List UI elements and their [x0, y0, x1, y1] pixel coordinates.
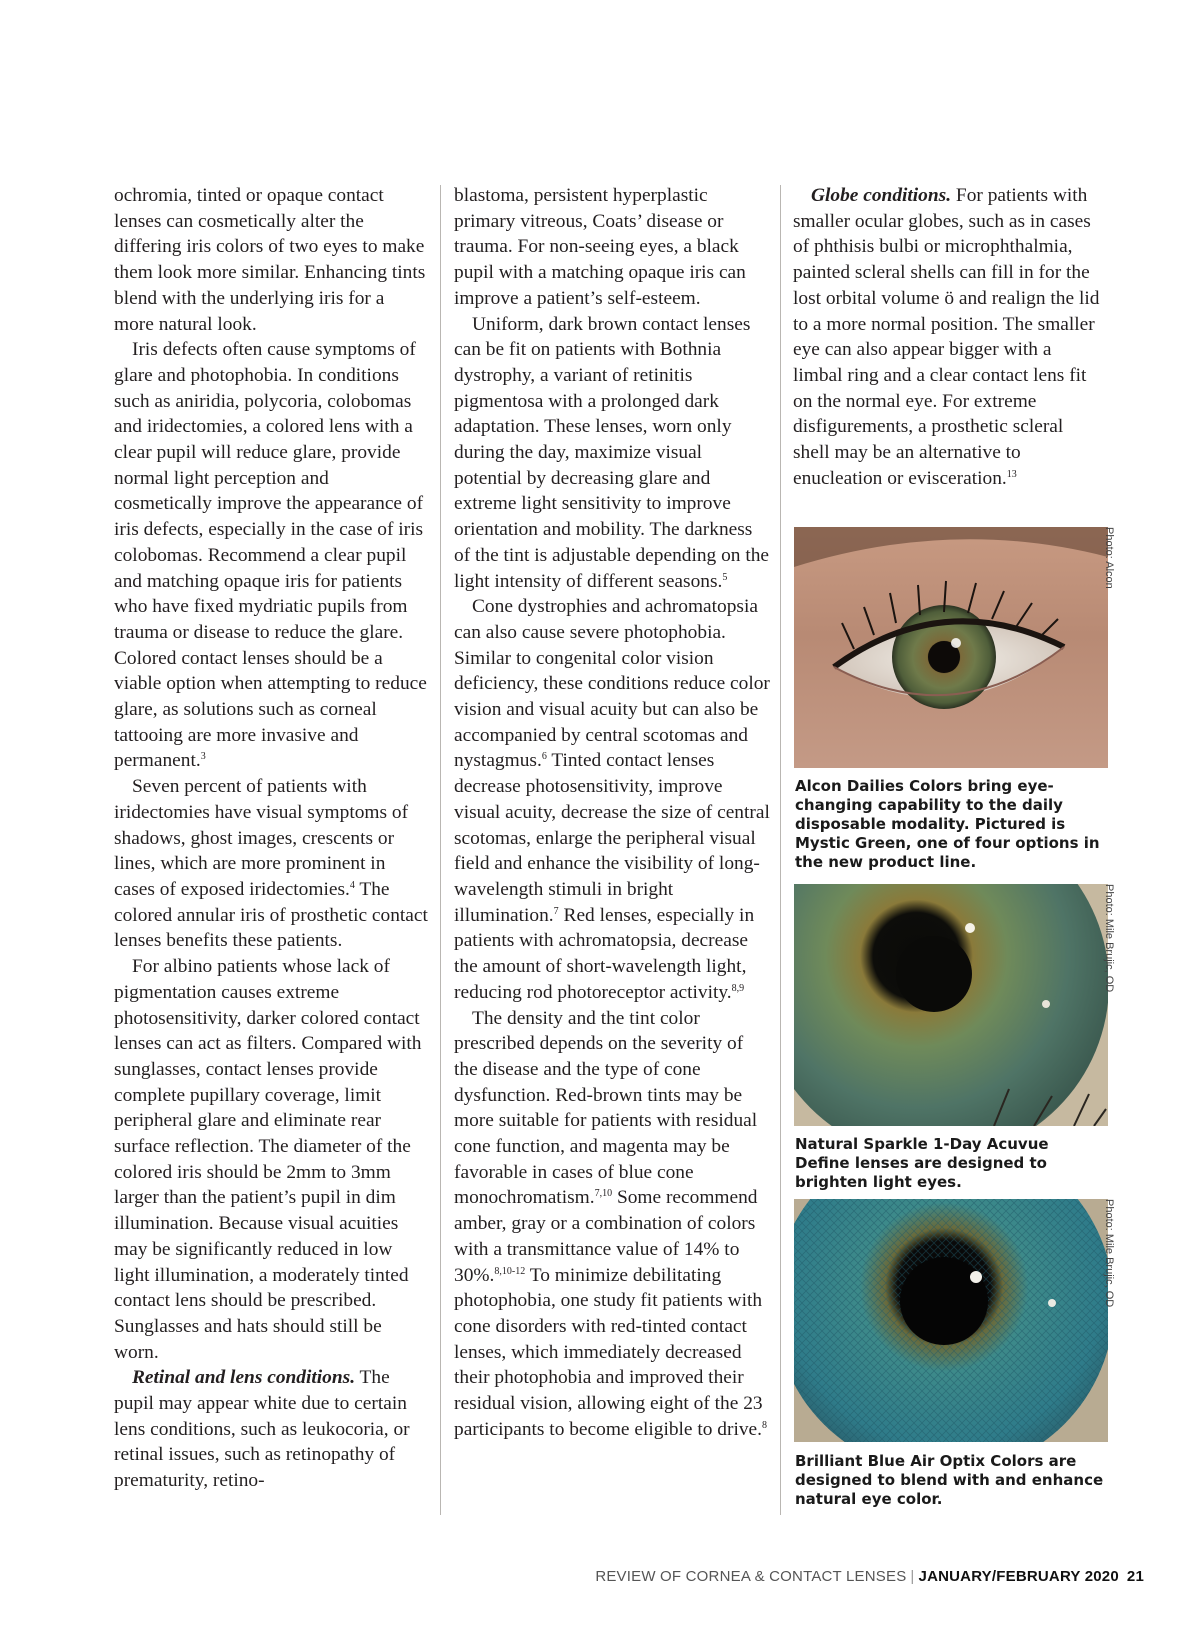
citation: 8 — [762, 1419, 767, 1431]
text-column-1 — [114, 183, 428, 1494]
section-heading: Retinal and lens conditions. — [132, 1367, 356, 1389]
citation: 8,10-12 — [494, 1265, 526, 1277]
paragraph: blastoma, persistent hyperplastic primary vitreous, Coats’ disease or trauma. For non-seeing eyes, a black pupil with a matching opaque iris can improve a patient’s self-esteem. — [454, 185, 746, 309]
text-column-2 — [454, 183, 770, 1442]
issue-date: JANUARY/FEBRUARY 2020 — [918, 1568, 1119, 1585]
photo-credit: Photo: Mile Brujic, OD — [1103, 1199, 1115, 1308]
paragraph: Seven percent of patients with iridectomies have visual symptoms of shadows, ghost images, crescents or lines, which are more prominent in cases of exposed iridectomies.$^4$ The colored annular iris of prosthetic contact lenses benefits these patients. — [114, 776, 428, 952]
paragraph: ochromia, tinted or opaque contact lenses can cosmetically alter the differing iris colors of two eyes to make them look more similar. Enhancing tints blend with the underlying iris for a more natural look. — [114, 185, 426, 335]
citation: 6 — [541, 751, 547, 763]
citation: 3 — [200, 751, 206, 763]
citation: 8,9 — [731, 982, 745, 994]
section-paragraph: Retinal and lens conditions. The pupil may appear white due to certain lens conditions, such as leukocoria, or retinal issues, such as retinopathy of prematurity, retino- — [114, 1367, 410, 1492]
publication-name: REVIEW OF CORNEA & CONTACT LENSES — [595, 1568, 907, 1585]
column-divider — [440, 185, 441, 1515]
eye-photo-mystic-green — [794, 527, 1108, 768]
text-column-3 — [793, 183, 1103, 491]
paragraph: Iris defects often cause symptoms of glare and photophobia. In conditions such as aniridia, polycoria, colobomas and iridectomies, a colored lens with a clear pupil will reduce glare, provide normal light perception and cosmetically improve the appearance of iris defects, especially in the case of iris colobomas. Recommend a clear pupil and matching opaque iris for patients who have fixed mydriatic pupils from trauma or disease to reduce the glare. Colored contact lenses should be a viable option when attempting to reduce glare, as solutions such as corneal tattooing are more invasive and permanent.$^3$ — [114, 339, 427, 772]
page-footer — [595, 1568, 1144, 1585]
paragraph: The density and the tint color prescribed depends on the severity of the disease and the type of cone dysfunction. Red-brown tints may be more suitable for patients with residual cone function, and magenta may be favorable in cases of blue cone monochromatism.$^{7,10}$ Some recommend amber, gray or a combination of colors with a transmittance value of 14% to 30%.$^{8,10-12}$ To minimize debilitating photophobia, one study fit patients with cone disorders with red-tinted contact lenses, which immediately decreased their photophobia and improved their residual vision, allowing eight of the 23 participants to become eligible to drive.$^8$ — [454, 1007, 767, 1440]
iris-closeup-brilliant-blue — [794, 1199, 1108, 1442]
section-heading: Globe conditions. — [811, 185, 952, 206]
footer-separator: | — [910, 1568, 915, 1585]
citation: 4 — [349, 879, 355, 891]
paragraph: For albino patients whose lack of pigmentation causes extreme photosensitivity, darker colored contact lenses can act as filters. Compared with sunglasses, contact lenses provide complete pupillary coverage, limit peripheral glare and eliminate rear surface reflection. The diameter of the colored iris should be 2mm to 3mm larger than the patient’s pupil in dim illumination. Because visual acuities may be significantly reduced in low light illumination, a moderately tinted contact lens should be prescribed. Sunglasses and hats should still be worn. — [114, 956, 422, 1363]
citation: 7,10 — [594, 1188, 613, 1200]
citation: 7 — [553, 905, 559, 917]
paragraph: Cone dystrophies and achromatopsia can also cause severe photophobia. Similar to congenital color vision deficiency, these conditions reduce color vision and visual acuity but can also be accompanied by central scotomas and nystagmus.$^6$ Tinted contact lenses decrease photosensitivity, improve visual acuity, decrease the size of central scotomas, enlarge the peripheral visual field and enhance the visibility of long-wavelength stimuli in bright illumination.$^7$ Red lenses, especially in patients with achromatopsia, decrease the amount of short-wavelength light, reducing rod photoreceptor activity.$^{8,9}$ — [454, 596, 770, 1003]
figure-caption: Brilliant Blue Air Optix Colors are designed to blend with and enhance natural eye color. — [795, 1452, 1104, 1508]
citation: 5 — [722, 571, 728, 583]
figure-caption: Natural Sparkle 1-Day Acuvue Define lenses are designed to brighten light eyes. — [795, 1135, 1049, 1191]
photo-credit: Photo: Mile Brujic, OD — [1103, 884, 1115, 993]
page-number: 21 — [1126, 1568, 1144, 1585]
column-divider — [780, 185, 781, 1515]
iris-closeup-natural-sparkle — [794, 884, 1108, 1126]
section-paragraph: Globe conditions. For patients with smaller ocular globes, such as in cases of phthisis bulbi or microphthalmia, painted scleral shells can fill in for the lost orbital volume ö and realign the lid to a more normal position. The smaller eye can also appear bigger with a limbal ring and a clear contact lens fit on the normal eye. For extreme disfigurements, a prosthetic scleral shell may be an alternative to enucleation or evisceration.$^{13}$ — [793, 185, 1100, 489]
paragraph: Uniform, dark brown contact lenses can be fit on patients with Bothnia dystrophy, a variant of retinitis pigmentosa with a prolonged dark adaptation. These lenses, worn only during the day, maximize visual potential by decreasing glare and extreme light sensitivity to improve orientation and mobility. The darkness of the tint is adjustable depending on the light intensity of different seasons.$^5$ — [454, 313, 770, 592]
citation: 13 — [1006, 468, 1017, 480]
figure-caption: Alcon Dailies Colors bring eye-changing capability to the daily disposable modality. Pictured is Mystic Green, one of four options in the new product line. — [795, 777, 1100, 871]
photo-credit: Photo: Alcon — [1103, 527, 1115, 589]
